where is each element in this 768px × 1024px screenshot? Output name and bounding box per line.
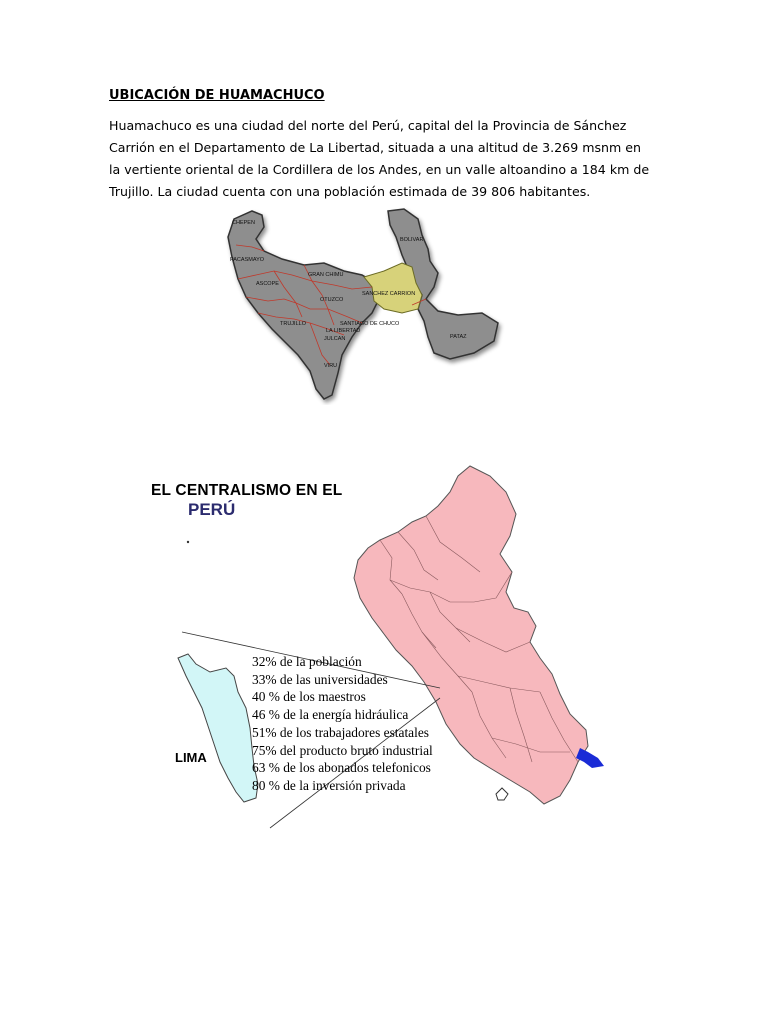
stat-item: 33% de las universidades — [252, 671, 388, 687]
label-pataz: PATAZ — [450, 334, 467, 340]
label-sanchez-carrion: SANCHEZ CARRION — [362, 291, 416, 297]
stat-item: 80 % de la inversión privada — [252, 777, 406, 793]
dot-mark — [187, 541, 189, 543]
stat-item: 32% de la población — [252, 654, 362, 669]
label-santiago-de-chuco: SANTIAGO DE CHUCO — [340, 321, 400, 327]
label-bolivar: BOLIVAR — [400, 237, 424, 243]
stat-item: 75% del producto bruto industrial — [252, 742, 433, 758]
peru-map-subtitle: PERÚ — [188, 500, 236, 519]
label-la-libertad: LA LIBERTAD — [326, 328, 361, 334]
label-ascope: ASCOPE — [256, 281, 279, 287]
description-paragraph: Huamachuco es una ciudad del norte del Perú, capital del la Provincia de Sánchez Carrión en el Departamento de La Libertad, situada a una altitud de 3.269 msnm en la vertiente oriental de la Cordillera de los Andes, en un valle altoandino a 184 km de Trujillo. La ciudad cuenta con una población estimada de 39 806 habitantes. — [109, 118, 650, 199]
lima-label: LIMA — [175, 750, 207, 765]
stat-item: 46 % de la energía hidráulica — [252, 707, 409, 723]
stat-item: 51% de los trabajadores estatales — [252, 724, 429, 740]
label-pacasmayo: PACASMAYO — [230, 257, 265, 263]
label-julcan: JULCAN — [324, 336, 346, 342]
label-gran-chimu: GRAN CHIMU — [308, 272, 344, 278]
label-trujillo: TRUJILLO — [280, 321, 306, 327]
libertad-west-shape — [228, 211, 380, 399]
label-viru: VIRU — [324, 363, 338, 369]
stat-item: 63 % de los abonados telefonicos — [252, 760, 431, 776]
compass-mark — [496, 788, 508, 800]
la-libertad-map — [212, 205, 508, 405]
stat-item: 40 % de los maestros — [252, 689, 366, 705]
lima-shape — [178, 654, 258, 802]
lake-titicaca — [576, 748, 604, 768]
peru-map-title: EL CENTRALISMO EN EL — [151, 482, 343, 499]
label-chepen: CHEPEN — [232, 220, 255, 226]
page-heading: UBICACIÓN DE HUAMACHUCO — [109, 88, 325, 103]
centralism-stats-list — [252, 653, 433, 795]
label-otuzco: OTUZCO — [320, 297, 344, 303]
